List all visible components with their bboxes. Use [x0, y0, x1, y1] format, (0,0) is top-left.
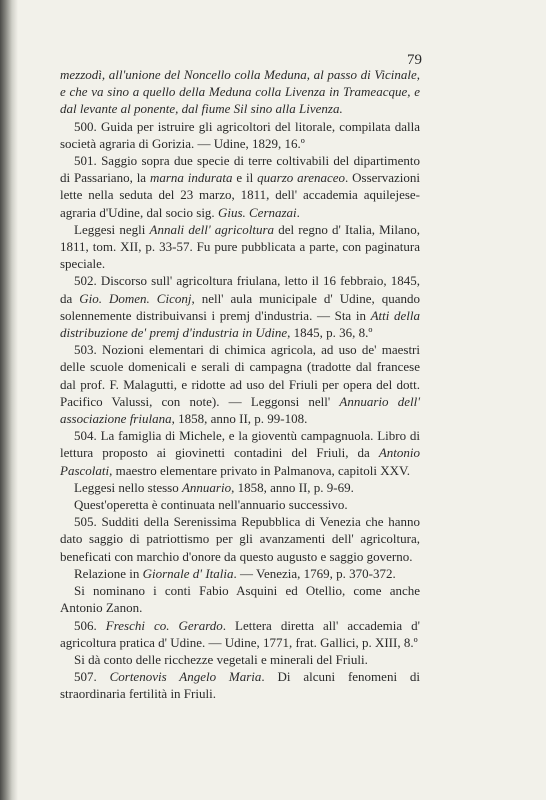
- entry-505-note-2: [60, 582, 420, 616]
- note-text: Si dà conto delle ricchezze vegetali e minerali del Friuli.: [74, 651, 368, 667]
- note-text: . — Venezia, 1769, p. 370-372.: [233, 565, 396, 581]
- note-text: Leggesi nello stesso: [74, 479, 182, 495]
- book-binding-shadow: [0, 0, 18, 800]
- entry-text: Guida per istruire gli agricoltori del litorale, compilata dalla società agraria di Gorizia. — Udine, 1829, 16.º: [60, 118, 421, 151]
- author-name: Antonio Pascolati: [60, 445, 420, 478]
- entry-text: Sudditi della Serenissima Repubblica di Venezia che hanno dato saggio di patriottismo per gli avanzamenti dell' agricoltura, beneficati con marchio d'onore da questo augusto e saggio governo.: [60, 514, 421, 564]
- entry-501-note: [60, 221, 420, 273]
- author-name: Freschi co. Gerardo: [105, 617, 223, 633]
- note-text: Relazione in: [74, 565, 143, 581]
- entry-500: [60, 118, 420, 152]
- entry-504: [60, 427, 420, 479]
- entry-502: [60, 272, 420, 341]
- note-text: Si nominano i conti Fabio Asquini ed Otellio, come anche Antonio Zanon.: [60, 583, 420, 616]
- author-name: Cortenovis Angelo Maria: [109, 669, 262, 685]
- entry-text: Saggio sopra due specie di terre coltivabili del dipartimento di Passariano, la: [60, 153, 420, 186]
- entry-504-note-2: [60, 496, 420, 513]
- entry-text: La famiglia di Michele, e la gioventù campagnuola. Libro di lettura proposto ai giovinetti contadini del Friuli, da: [60, 428, 420, 461]
- entry-number: 504.: [74, 428, 97, 444]
- page-body: [60, 66, 420, 703]
- entry-505: [60, 513, 420, 565]
- entry-text: , maestro elementare privato in Palmanova, capitoli XXV.: [109, 462, 410, 478]
- entry-text: Discorso sull' agricoltura friulana, letto il 16 febbraio, 1845, da: [60, 273, 420, 306]
- entry-506: [60, 617, 420, 651]
- entry-italic: marna indurata: [149, 170, 233, 186]
- entry-number: 500.: [74, 118, 97, 134]
- author-name: Gius. Cernazai: [217, 204, 297, 220]
- journal-title: Atti della distribuzione de' premj d'industria in Udine: [60, 307, 420, 341]
- paragraph-continuation: [60, 66, 420, 118]
- note-text: Quest'operetta è continuata nell'annuario successivo.: [74, 497, 348, 513]
- journal-title: Annuario: [181, 479, 232, 495]
- entry-506-note: [60, 651, 420, 668]
- entry-text: .: [296, 204, 300, 220]
- entry-507: [60, 668, 420, 702]
- note-text: del regno d' Italia, Milano, 1811, tom. XII, p. 33-57. Fu pure pubblicata a parte, con paginatura speciale.: [60, 221, 420, 272]
- entry-501: [60, 152, 420, 221]
- entry-number: 501.: [74, 153, 97, 169]
- entry-number: 502.: [74, 273, 97, 289]
- entry-text: , nell' aula municipale d' Udine, quando solennemente distribuivansi i premj d'industria. — Sta in: [60, 290, 420, 323]
- entry-text: . Osservazioni lette nella seduta del 23 marzo, 1811, dell' accademia aquilejese-agraria d'Udine, dal socio sig.: [60, 170, 420, 220]
- entry-text: . Lettera diretta all' accademia d' agricoltura pratica d' Udine. — Udine, 1771, frat. Gallici, p. XIII, 8.º: [60, 617, 421, 650]
- entry-text: , 1845, p. 36, 8.º: [287, 325, 373, 341]
- entry-italic: quarzo arenaceo: [257, 170, 346, 186]
- entry-text: e il: [232, 170, 258, 186]
- entry-text: Nozioni elementari di chimica agricola, ad uso de' maestri delle scuole domenicali e serali di campagna (tradotte dal francese dal prof. F. Malagutti, e ridotte ad uso del Friuli per opera del dott. Pacifico Valussi, con note). — Leggonsi nell': [60, 342, 420, 409]
- continuation-text: mezzodì, all'unione del Noncello colla Meduna, al passo di Vicinale, e che va sino a quello della Meduna colla Livenza in Trameacque, e dal levante al ponente, dal fiume Sil sino alla Livenza.: [60, 67, 420, 117]
- entry-text: , 1858, anno II, p. 99-108.: [171, 411, 308, 427]
- note-text: , 1858, anno II, p. 9-69.: [231, 479, 354, 495]
- journal-title: Annali dell' agricoltura: [149, 221, 275, 237]
- note-text: Leggesi negli: [74, 221, 150, 237]
- entry-number: 503.: [74, 342, 97, 358]
- author-name: Gio. Domen. Ciconj: [79, 290, 192, 306]
- entry-text: . Di alcuni fenomeni di straordinaria fertilità in Friuli.: [60, 669, 421, 702]
- entry-number: 505.: [74, 514, 97, 530]
- entry-505-note: [60, 565, 420, 582]
- journal-title: Giornale d' Italia: [142, 565, 234, 581]
- journal-title: Annuario dell' associazione friulana: [60, 393, 420, 427]
- entry-number: 506.: [74, 617, 97, 633]
- entry-number: 507.: [74, 669, 97, 685]
- page-number: 79: [407, 52, 422, 68]
- entry-504-note: [60, 479, 420, 496]
- entry-503: [60, 341, 420, 427]
